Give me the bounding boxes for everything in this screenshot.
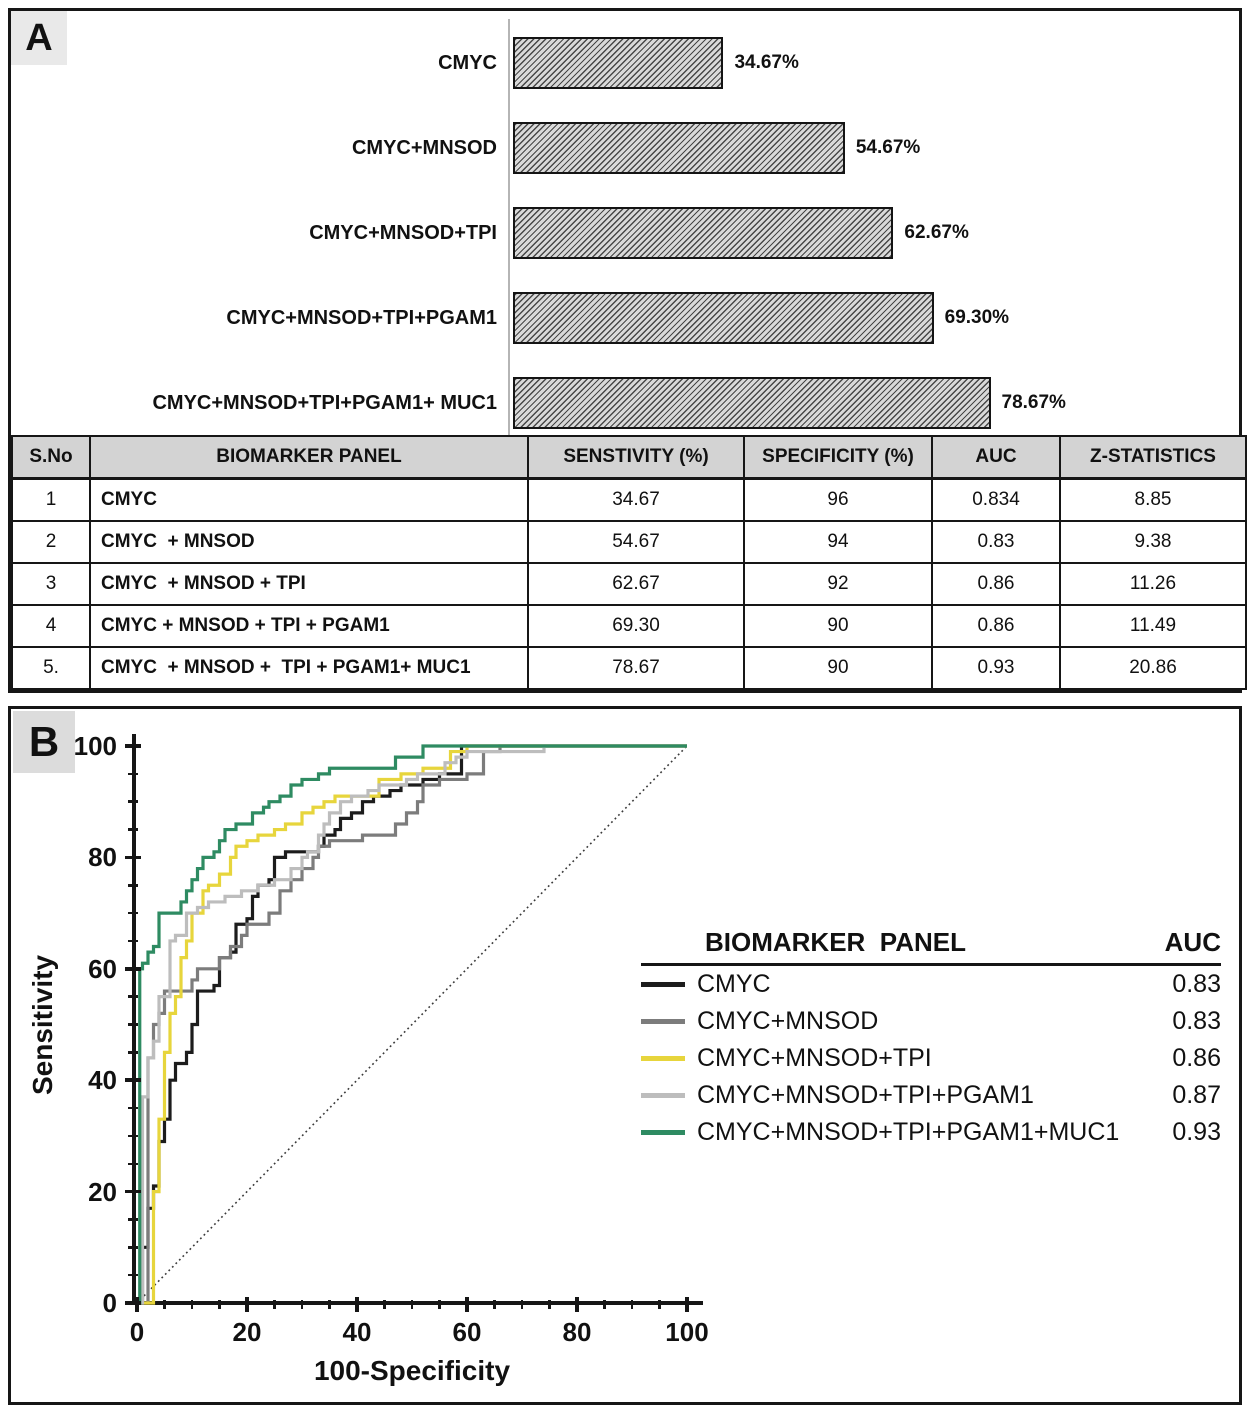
table-cell-value: 0.86 xyxy=(932,563,1060,605)
y-tick xyxy=(128,828,138,831)
y-tick xyxy=(128,1107,138,1110)
legend-line-swatch xyxy=(641,1056,685,1061)
y-tick xyxy=(128,940,138,943)
legend-rows xyxy=(641,966,1221,1151)
roc-legend xyxy=(641,927,1221,1151)
y-tick xyxy=(128,1246,138,1249)
legend-header-panel: BIOMARKER PANEL xyxy=(705,927,966,957)
table-cell-value: 62.67 xyxy=(528,563,744,605)
x-tick-label: 80 xyxy=(562,1317,592,1347)
x-tick-label: 100 xyxy=(665,1317,709,1347)
bar xyxy=(513,122,845,174)
y-tick xyxy=(128,800,138,803)
y-tick-label: 60 xyxy=(88,953,117,984)
x-tick xyxy=(273,1300,276,1309)
bar-row xyxy=(11,207,1239,259)
x-axis-title: 100-Specificity xyxy=(313,1355,511,1386)
table-cell-value: 0.834 xyxy=(932,479,1060,522)
table-cell-value: 90 xyxy=(744,647,932,689)
table-row xyxy=(12,563,1246,605)
y-tick xyxy=(125,1301,141,1305)
x-tick xyxy=(245,1297,249,1312)
legend-auc-value: 0.83 xyxy=(1172,1007,1221,1035)
table-cell-biomarker: CMYC + MNSOD + TPI + PGAM1+ MUC1 xyxy=(90,647,528,689)
x-tick xyxy=(218,1300,221,1309)
bar-label: CMYC+MNSOD+TPI xyxy=(309,221,497,244)
legend-label: CMYC xyxy=(697,970,771,998)
legend-label: CMYC+MNSOD+TPI+PGAM1 xyxy=(697,1081,1034,1109)
bar-row xyxy=(11,122,1239,174)
y-tick xyxy=(125,1078,141,1082)
x-tick xyxy=(521,1300,524,1309)
table-cell-sno: 3 xyxy=(12,563,90,605)
table-cell-sno: 1 xyxy=(12,479,90,522)
legend-auc-value: 0.83 xyxy=(1172,970,1221,998)
y-tick xyxy=(128,1218,138,1221)
legend-auc-value: 0.86 xyxy=(1172,1044,1221,1072)
legend-header-auc: AUC xyxy=(1164,927,1221,957)
x-tick xyxy=(438,1300,441,1309)
sensitivity-bar-chart xyxy=(11,11,1239,448)
table-cell-value: 78.67 xyxy=(528,647,744,689)
table-cell-value: 9.38 xyxy=(1060,521,1246,563)
x-tick xyxy=(685,1297,689,1312)
legend-line-swatch xyxy=(641,1130,685,1135)
table-cell-biomarker: CMYC xyxy=(90,479,528,522)
y-tick xyxy=(128,1023,138,1026)
x-tick xyxy=(465,1297,469,1312)
roc-curves xyxy=(137,746,687,1303)
y-tick xyxy=(128,1135,138,1138)
table-col-header: BIOMARKER PANEL xyxy=(90,436,528,479)
x-tick xyxy=(603,1300,606,1309)
biomarker-table-head xyxy=(12,436,1246,479)
x-tick-label: 20 xyxy=(232,1317,262,1347)
table-cell-value: 69.30 xyxy=(528,605,744,647)
table-row xyxy=(12,647,1246,689)
table-col-header: Z-STATISTICS xyxy=(1060,436,1246,479)
table-col-header: AUC xyxy=(932,436,1060,479)
x-tick-label: 60 xyxy=(452,1317,482,1347)
bar-label: CMYC+MNSOD+TPI+PGAM1 xyxy=(226,306,497,329)
bar-value: 78.67% xyxy=(1001,392,1066,413)
y-tick xyxy=(128,1274,138,1277)
x-tick xyxy=(163,1300,166,1309)
y-tick-label: 100 xyxy=(73,731,117,761)
table-cell-biomarker: CMYC + MNSOD + TPI xyxy=(90,563,528,605)
legend-entry xyxy=(641,1077,1221,1114)
legend-auc-value: 0.93 xyxy=(1172,1118,1221,1146)
y-tick xyxy=(128,884,138,887)
table-cell-biomarker: CMYC + MNSOD + TPI + PGAM1 xyxy=(90,605,528,647)
x-tick xyxy=(411,1300,414,1309)
bar xyxy=(513,207,893,259)
table-cell-value: 0.93 xyxy=(932,647,1060,689)
bar xyxy=(513,377,991,429)
table-cell-value: 11.26 xyxy=(1060,563,1246,605)
bar-row xyxy=(11,37,1239,89)
table-cell-value: 20.86 xyxy=(1060,647,1246,689)
table-cell-value: 8.85 xyxy=(1060,479,1246,522)
bar-value: 69.30% xyxy=(944,307,1010,328)
bar-label: CMYC+MNSOD+TPI+PGAM1+ MUC1 xyxy=(152,391,497,414)
y-tick xyxy=(128,912,138,915)
y-tick xyxy=(125,856,141,860)
x-tick xyxy=(493,1300,496,1309)
y-tick xyxy=(128,1163,138,1166)
table-row xyxy=(12,605,1246,647)
y-tick-label: 40 xyxy=(88,1065,117,1096)
x-tick xyxy=(301,1300,304,1309)
bar-label: CMYC xyxy=(438,51,497,74)
y-axis-title: Sensitivity xyxy=(27,954,58,1095)
legend-line-swatch xyxy=(641,1019,685,1024)
y-tick xyxy=(125,967,141,971)
panel-a-label: A xyxy=(11,11,67,65)
legend-line-swatch xyxy=(641,982,685,987)
table-cell-value: 92 xyxy=(744,563,932,605)
y-tick xyxy=(125,1190,141,1194)
roc-plot xyxy=(73,731,709,1347)
bar xyxy=(513,37,723,89)
x-tick xyxy=(383,1300,386,1309)
table-col-header: SENSTIVITY (%) xyxy=(528,436,744,479)
table-col-header: SPECIFICITY (%) xyxy=(744,436,932,479)
y-axis-title-wrap xyxy=(21,746,65,1303)
table-row xyxy=(12,521,1246,563)
y-tick xyxy=(125,744,141,748)
legend-line-swatch xyxy=(641,1093,685,1098)
table-cell-value: 34.67 xyxy=(528,479,744,522)
legend-entry xyxy=(641,1040,1221,1077)
bar-label: CMYC+MNSOD xyxy=(351,136,497,159)
legend-entry xyxy=(641,1003,1221,1040)
table-row xyxy=(12,479,1246,522)
y-tick-label: 0 xyxy=(102,1288,117,1318)
x-tick-label: 40 xyxy=(342,1317,372,1347)
x-tick xyxy=(548,1300,551,1309)
bar-value: 34.67% xyxy=(734,52,799,73)
x-tick-label: 0 xyxy=(129,1317,145,1347)
table-cell-value: 0.86 xyxy=(932,605,1060,647)
x-tick xyxy=(191,1300,194,1309)
table-cell-value: 11.49 xyxy=(1060,605,1246,647)
panel-b-label: B xyxy=(13,711,75,773)
biomarker-table-body xyxy=(12,479,1246,690)
legend-auc-value: 0.87 xyxy=(1172,1081,1221,1109)
legend-header xyxy=(641,927,1221,966)
x-tick xyxy=(575,1297,579,1312)
legend-entry xyxy=(641,966,1221,1003)
x-tick xyxy=(355,1297,359,1312)
table-cell-sno: 5. xyxy=(12,647,90,689)
legend-label: CMYC+MNSOD xyxy=(697,1007,879,1035)
reference-diagonal xyxy=(137,746,687,1303)
legend-label: CMYC+MNSOD+TPI+PGAM1+MUC1 xyxy=(697,1118,1120,1146)
table-cell-value: 94 xyxy=(744,521,932,563)
panel-b xyxy=(8,706,1242,1405)
panel-a xyxy=(8,8,1242,693)
table-cell-sno: 2 xyxy=(12,521,90,563)
x-tick xyxy=(631,1300,634,1309)
legend-entry xyxy=(641,1114,1221,1151)
bar-value: 62.67% xyxy=(904,222,969,243)
table-cell-value: 96 xyxy=(744,479,932,522)
x-tick xyxy=(328,1300,331,1309)
table-cell-biomarker: CMYC + MNSOD xyxy=(90,521,528,563)
y-tick xyxy=(128,1051,138,1054)
bar-value: 54.67% xyxy=(855,137,921,158)
bar xyxy=(513,292,934,344)
table-col-header: S.No xyxy=(12,436,90,479)
table-cell-value: 54.67 xyxy=(528,521,744,563)
x-tick xyxy=(658,1300,661,1309)
y-tick xyxy=(128,773,138,776)
bar-row xyxy=(11,292,1239,344)
table-cell-sno: 4 xyxy=(12,605,90,647)
y-tick xyxy=(128,995,138,998)
legend-label: CMYC+MNSOD+TPI xyxy=(697,1044,932,1072)
table-cell-value: 90 xyxy=(744,605,932,647)
y-tick-label: 20 xyxy=(88,1176,117,1207)
bar-chart-rows xyxy=(11,37,1239,462)
biomarker-table xyxy=(11,435,1247,690)
bar-row xyxy=(11,377,1239,429)
table-cell-value: 0.83 xyxy=(932,521,1060,563)
y-tick-label: 80 xyxy=(88,842,117,873)
